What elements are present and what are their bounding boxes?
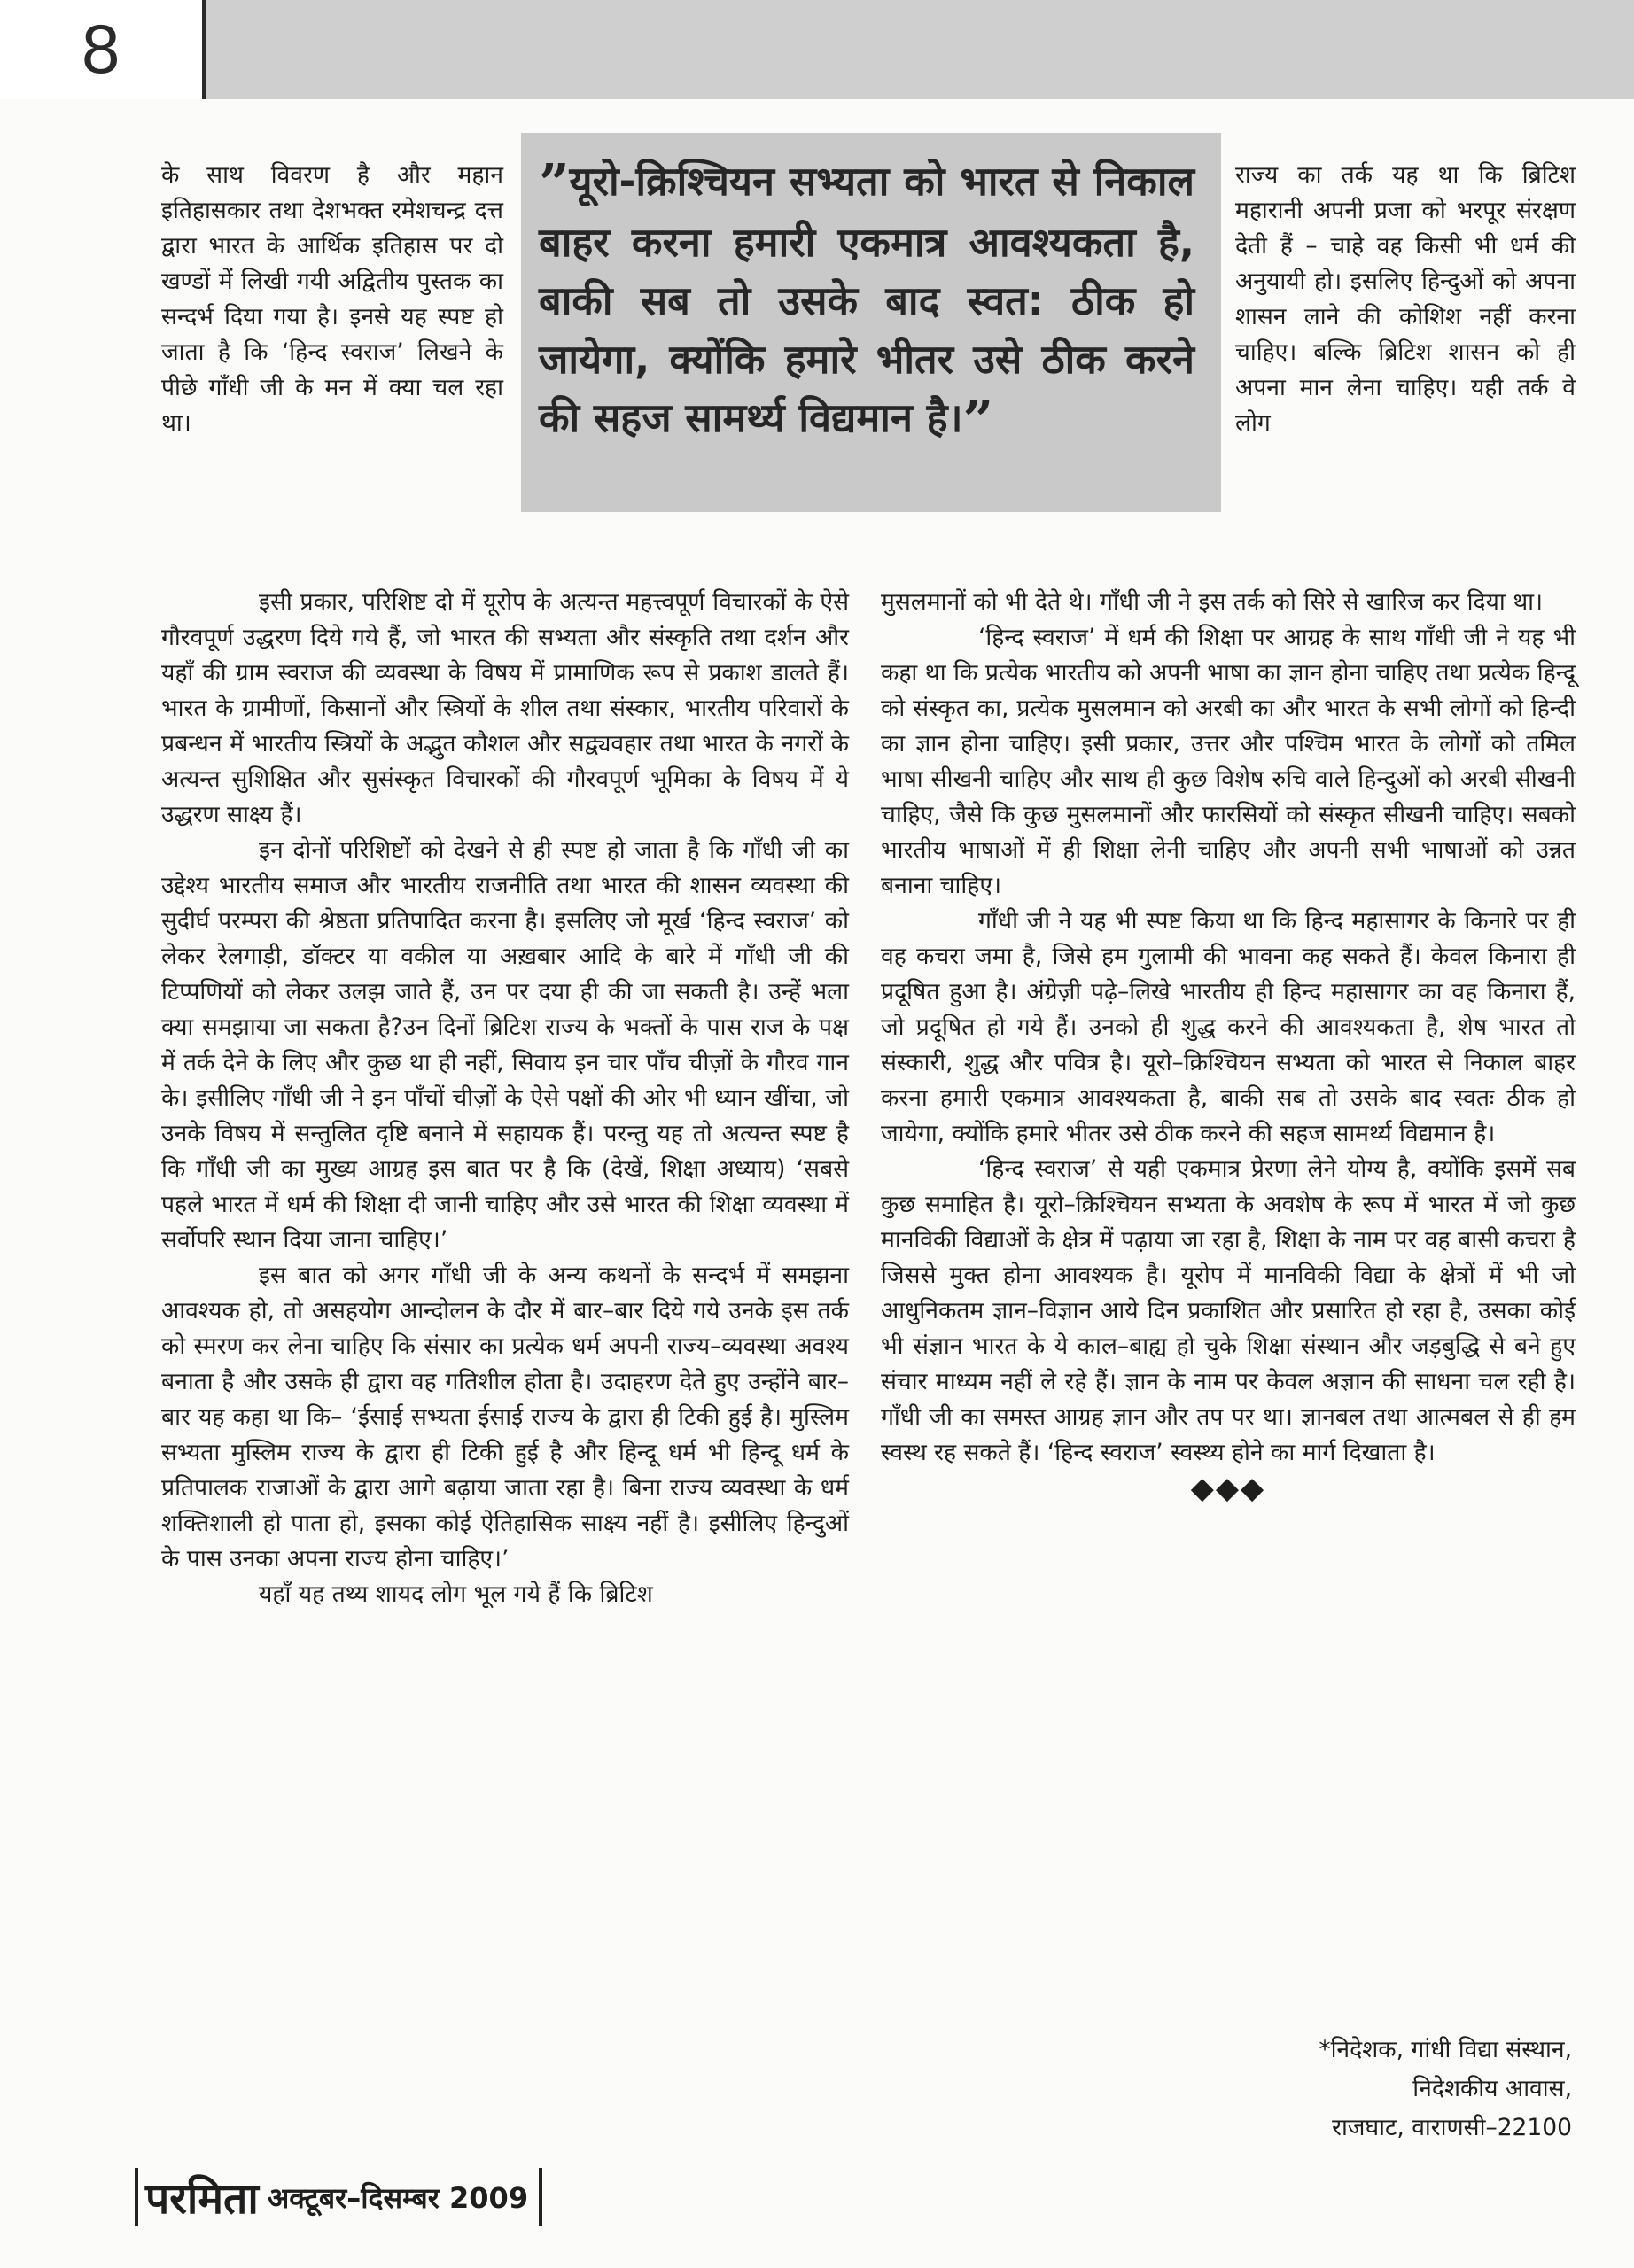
paragraph: ‘हिन्द स्वराज’ में धर्म की शिक्षा पर आग्रह के साथ गाँधी जी ने यह भी कहा था कि प्रत्येक भारतीय को अपनी भाषा का ज्ञान होना चाहिए तथा प्रत्येक हिन्दू को संस्कृत का, प्रत्येक मुसलमान को अरबी का और भारत के सभी लोगों को हिन्दी का ज्ञान होना चाहिए। इसी प्रकार, उत्तर और पश्चिम भारत के लोगों को तमिल भाषा सीखनी चाहिए और साथ ही कुछ विशेष रुचि वाले हिन्दुओं को अरबी सीखनी चाहिए, जैसे कि कुछ मुसलमानों और फारसियों को संस्कृत सीखनी चाहिए। सबको भारतीय भाषाओं में ही शिक्षा लेनी चाहिए और अपनी सभी भाषाओं को उन्नत बनाना चाहिए। bbox=[881, 624, 1576, 899]
paragraph: ‘हिन्द स्वराज’ से यही एकमात्र प्रेरणा लेने योग्य है, क्योंकि इसमें सब कुछ समाहित है। यूरो–क्रिश्चियन सभ्यता के अवशेष के रूप में भारत में जो कुछ मानविकी विद्याओं के क्षेत्र में पढ़ाया जा रहा है, शिक्षा के नाम पर वह बासी कचरा है जिससे मुक्त होना आवश्यक है। यूरोप में मानविकी विद्या के क्षेत्रों में भी जो आधुनिकतम ज्ञान–विज्ञान आये दिन प्रकाशित और प्रसारित हो रहा है, उसका कोई भी संज्ञान भारत के ये काल–बाह्य हो चुके शिक्षा संस्थान और जड़बुद्धि से बने हुए संचार माध्यम नहीं ले रहे हैं। ज्ञान के नाम पर केवल अज्ञान की साधना चल रही है। गाँधी जी का समस्त आग्रह ज्ञान और तप पर था। ज्ञानबल तथा आत्मबल से ही हम स्वस्थ रह सकते हैं। ‘हिन्द स्वराज’ स्वस्थ्य होने का मार्ग दिखाता है। bbox=[881, 1155, 1576, 1466]
issue-date: अक्टूबर–दिसम्बर 2009 bbox=[267, 2180, 529, 2215]
magazine-title: परमिता bbox=[145, 2173, 259, 2224]
page-footer bbox=[135, 2166, 542, 2228]
quote-close-mark: ” bbox=[962, 390, 994, 452]
quote-open-mark: ” bbox=[539, 153, 570, 215]
paragraph: राज्य का तर्क यह था कि ब्रिटिश महारानी अपनी प्रजा को भरपूर संरक्षण देती हैं – चाहे वह किसी भी धर्म की अनुयायी हो। इसलिए हिन्दुओं को अपना शासन लाने की कोशिश नहीं करना चाहिए। बल्कि ब्रिटिश शासन को ही अपना मान लेना चाहिए। यही तर्क वे लोग bbox=[1235, 161, 1576, 437]
right-column-top bbox=[1235, 158, 1576, 441]
signature-line: राजघाट, वाराणसी–22100 bbox=[1332, 2114, 1572, 2141]
paragraph: मुसलमानों को भी देते थे। गाँधी जी ने इस तर्क को सिरे से खारिज कर दिया था। bbox=[881, 588, 1544, 616]
paragraph: गाँधी जी ने यह भी स्पष्ट किया था कि हिन्द महासागर के किनारे पर ही वह कचरा जमा है, जिसे हम गुलामी की भावना कह सकते हैं। केवल किनारा ही प्रदूषित हुआ है। अंग्रेज़ी पढ़े–लिखे भारतीय ही हिन्द महासागर का वह किनारा हैं, जो प्रदूषित हो गये हैं। उनको ही शुद्ध करने की आवश्यकता है, शेष भारत तो संस्कारी, शुद्ध और पवित्र है। यूरो–क्रिश्चियन सभ्यता को भारत से निकाल बाहर करना हमारी एकमात्र आवश्यकता है, बाकी सब तो उसके बाद स्वतः ठीक हो जायेगा, क्योंकि हमारे भीतर उसे ठीक करने की सहज सामर्थ्य विद्यमान है। bbox=[881, 907, 1576, 1147]
section-end-mark bbox=[881, 1471, 1576, 1509]
paragraph: इस बात को अगर गाँधी जी के अन्य कथनों के सन्दर्भ में समझना आवश्यक हो, तो असहयोग आन्दोलन के दौर में बार–बार दिये गये उनके इस तर्क को स्मरण कर लेना चाहिए कि संसार का प्रत्येक धर्म अपनी राज्य–व्यवस्था अवश्य बनाता है और उसके ही द्वारा वह गतिशील होता है। उदाहरण देते हुए उन्होंने बार–बार यह कहा था कि– ‘ईसाई सभ्यता ईसाई राज्य के द्वारा ही टिकी हुई है। मुस्लिम सभ्यता मुस्लिम राज्य के द्वारा ही टिकी हुई है और हिन्दू धर्म भी हिन्दू धर्म के प्रतिपालक राजाओं के द्वारा आगे बढ़ाया जाता रहा है। बिना राज्य व्यवस्था के धर्म शक्तिशाली हो पाता हो, इसका कोई ऐतिहासिक साक्ष्य नहीं है। इसीलिए हिन्दुओं के पास उनका अपना राज्य होना चाहिए।’ bbox=[161, 1262, 849, 1573]
left-column-top bbox=[161, 158, 503, 441]
pull-quote bbox=[521, 133, 1221, 512]
header-divider bbox=[202, 0, 206, 99]
author-signature bbox=[1319, 2031, 1572, 2148]
diamond-ornament-icon: ◆◆◆ bbox=[1190, 1471, 1266, 1506]
page-header-bar bbox=[0, 0, 1634, 99]
page-number: 8 bbox=[82, 10, 121, 88]
paragraph: इन दोनों परिशिष्टों को देखने से ही स्पष्ट हो जाता है कि गाँधी जी का उद्देश्य भारतीय समाज और भारतीय राजनीति तथा भारत की शासन व्यवस्था की सुदीर्घ परम्परा की श्रेष्ठता प्रतिपादित करना है। इसलिए जो मूर्ख ‘हिन्द स्वराज’ को लेकर रेलगाड़ी, डॉक्टर या वकील या अख़बार आदि के बारे में गाँधी जी की टिप्पणियों को लेकर उलझ जाते हैं, उन पर दया ही की जा सकती है। उन्हें भला क्या समझाया जा सकता है?उन दिनों ब्रिटिश राज्य के भक्तों के पास राज के पक्ष में तर्क देने के लिए और कुछ था ही नहीं, सिवाय इन चार पाँच चीज़ों के गौरव गान के। इसीलिए गाँधी जी ने इन पाँचों चीज़ों के ऐसे पक्षों की ओर भी ध्यान खींचा, जो उनके विषय में सन्तुलित दृष्टि बनाने में सहायक हैं। परन्तु यह तो अत्यन्त स्पष्ट है कि गाँधी जी का मुख्य आग्रह इस बात पर है कि (देखें, शिक्षा अध्याय) ‘सबसे पहले भारत में धर्म की शिक्षा दी जानी चाहिए और उसे भारत की शिक्षा व्यवस्था में सर्वोपरि स्थान दिया जाना चाहिए।’ bbox=[161, 836, 849, 1254]
pull-quote-text: यूरो-क्रिश्चियन सभ्यता को भारत से निकाल बाहर करना हमारी एकमात्र आवश्यकता है, बाकी सब तो उसके बाद स्वत: ठीक हो जायेगा, क्योंकि हमारे भीतर उसे ठीक करने की सहज सामर्थ्य विद्यमान है। bbox=[539, 158, 1194, 441]
right-column bbox=[881, 585, 1576, 1509]
signature-line: निदेशकीय आवास, bbox=[1412, 2075, 1572, 2102]
footer-bar-right bbox=[539, 2168, 542, 2226]
left-column bbox=[161, 585, 849, 1612]
paragraph: यहाँ यह तथ्य शायद लोग भूल गये हैं कि ब्रिटिश bbox=[259, 1581, 653, 1608]
signature-line: *निदेशक, गांधी विद्या संस्थान, bbox=[1319, 2036, 1572, 2063]
paragraph: इसी प्रकार, परिशिष्ट दो में यूरोप के अत्यन्त महत्त्वपूर्ण विचारकों के ऐसे गौरवपूर्ण उद्धरण दिये गये हैं, जो भारत की सभ्यता और संस्कृति तथा दर्शन और यहाँ की ग्राम स्वराज की व्यवस्था के विषय में प्रामाणिक रूप से प्रकाश डालते हैं। भारत के ग्रामीणों, किसानों और स्त्रियों के शील तथा संस्कार, भारतीय परिवारों के प्रबन्धन में भारतीय स्त्रियों के अद्भुत कौशल और सद्व्यवहार तथा भारत के नगरों के अत्यन्त सुशिक्षित और सुसंस्कृत विचारकों की गौरवपूर्ण भूमिका के विषय में ये उद्धरण साक्ष्य हैं। bbox=[161, 588, 849, 828]
paragraph: के साथ विवरण है और महान इतिहासकार तथा देशभक्त रमेशचन्द्र दत्त द्वारा भारत के आर्थिक इतिहास पर दो खण्डों में लिखी गयी अद्वितीय पुस्तक का सन्दर्भ दिया गया है। इनसे यह स्पष्ट हो जाता है कि ‘हिन्द स्वराज’ लिखने के पीछे गाँधी जी के मन में क्या चल रहा था। bbox=[161, 161, 503, 437]
